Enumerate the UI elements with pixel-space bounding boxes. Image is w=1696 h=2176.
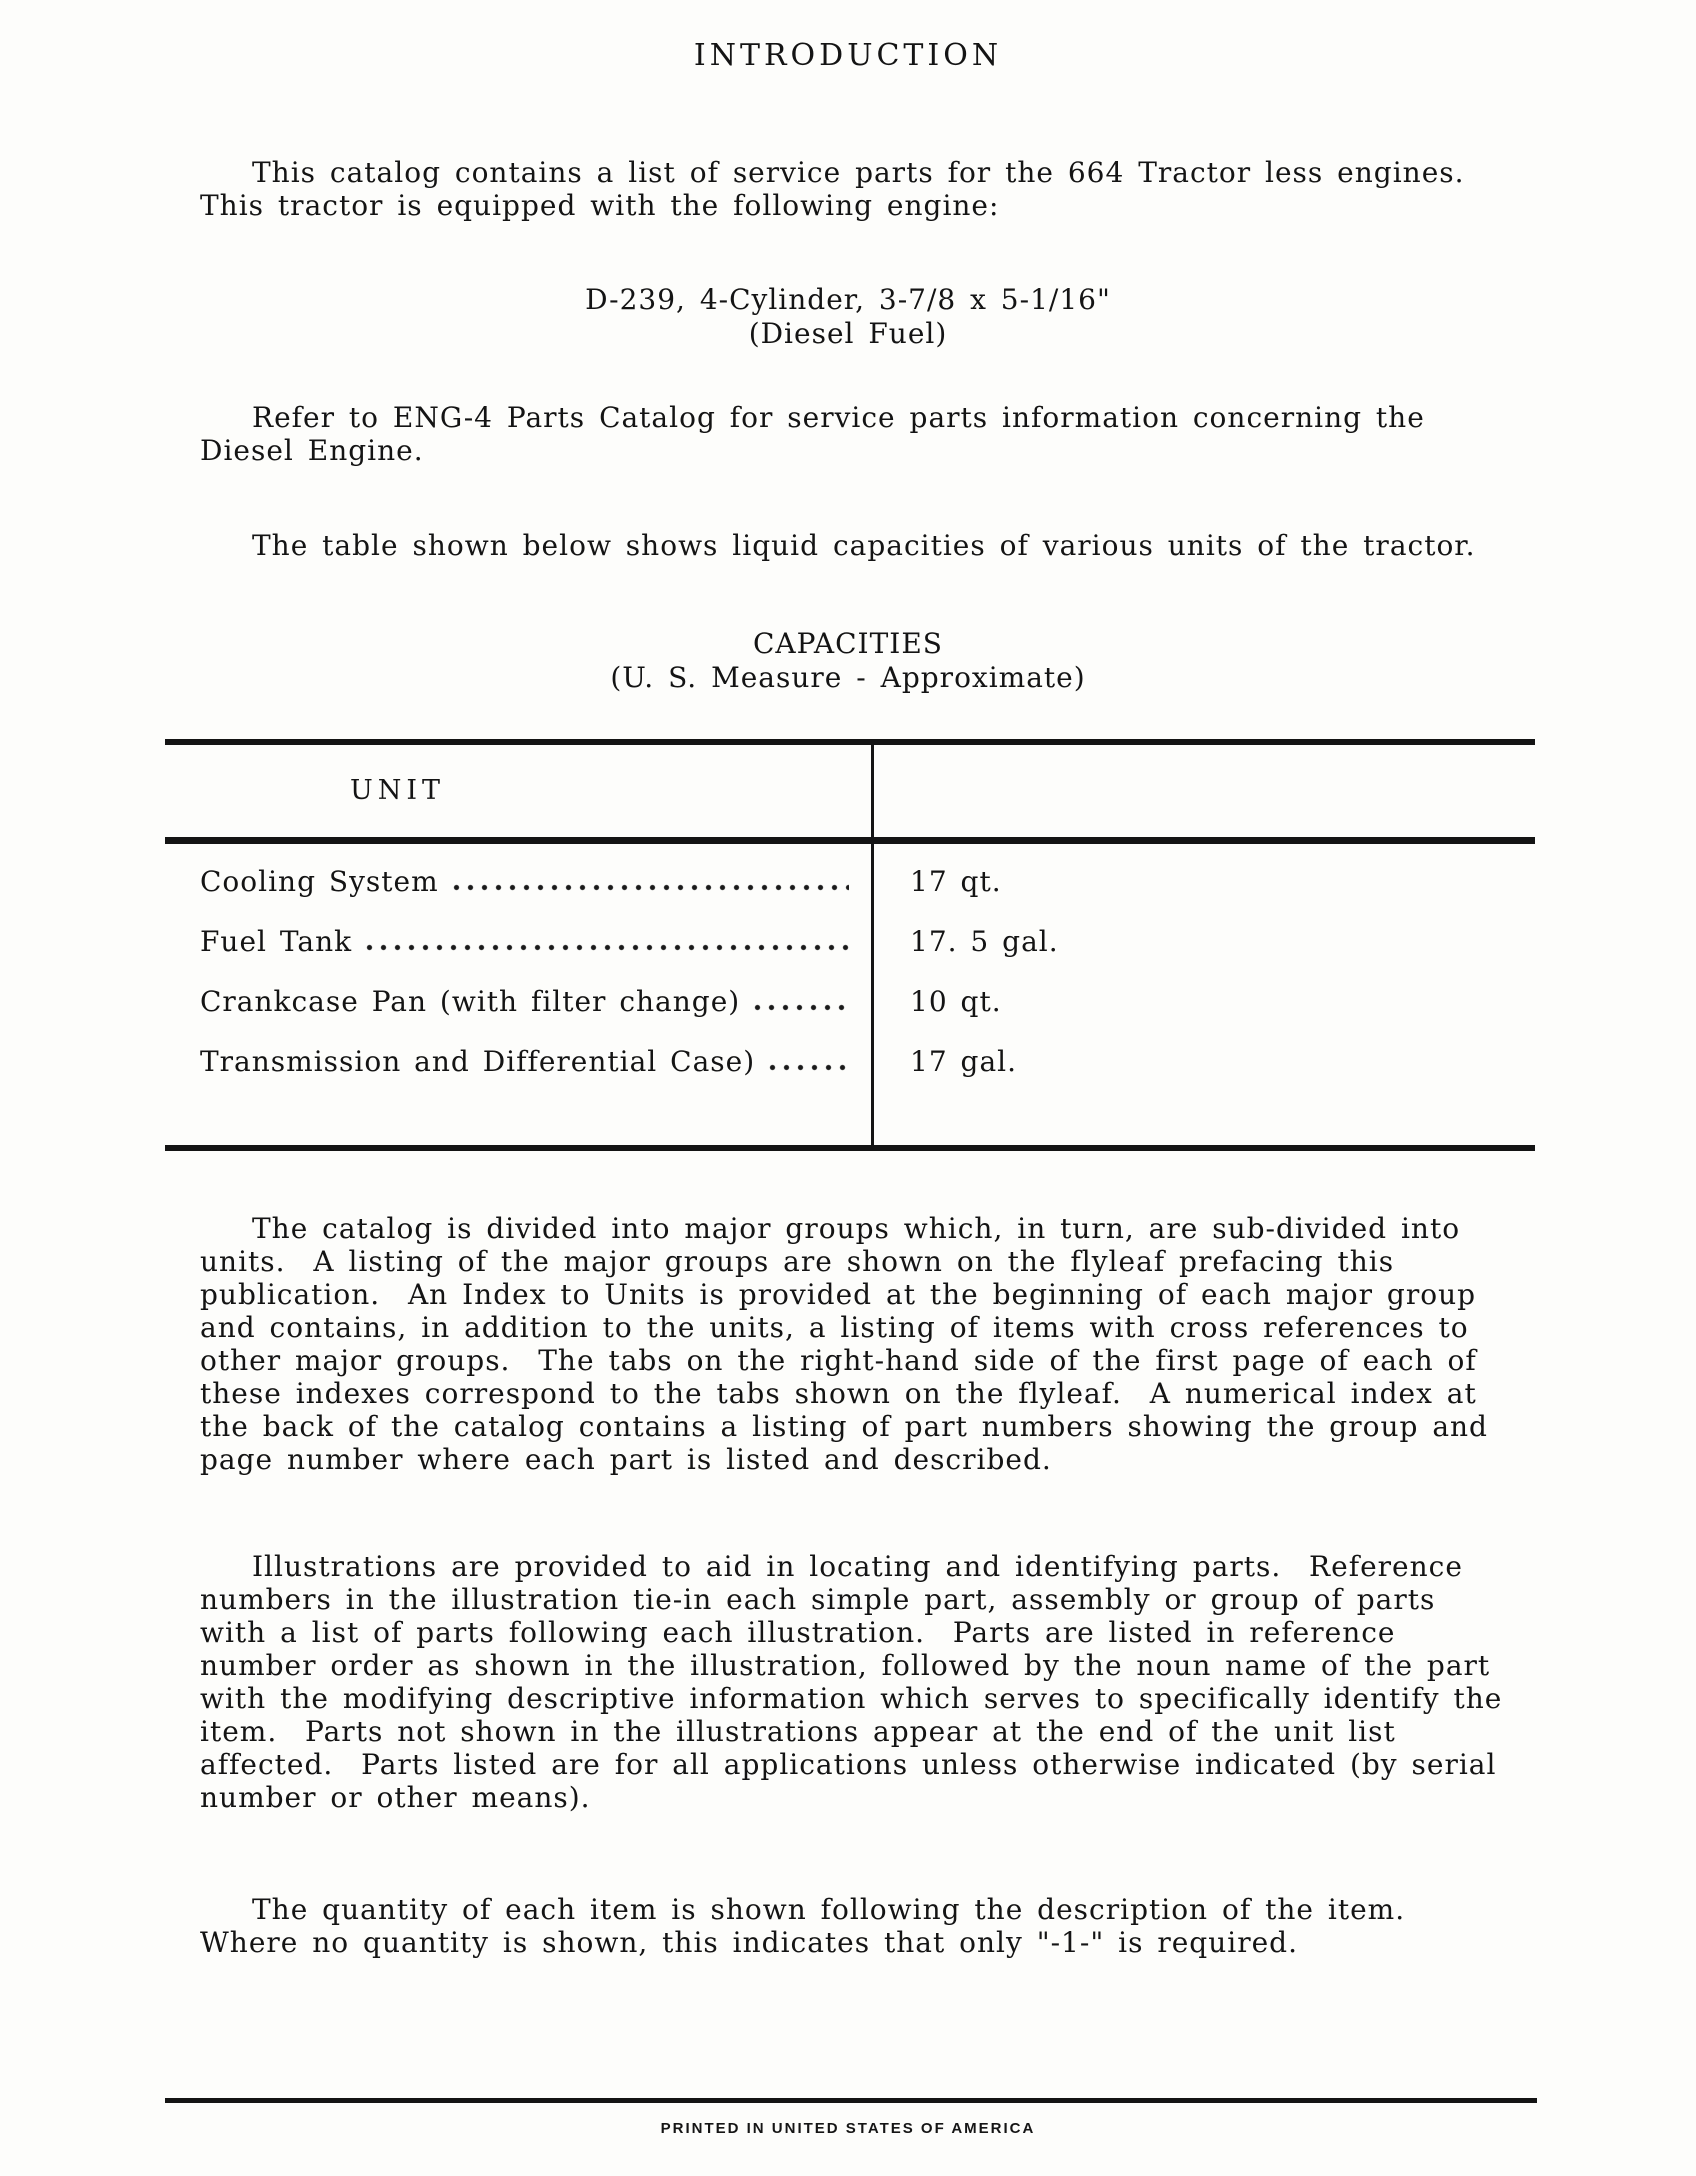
engine-spec-line2: (Diesel Fuel) [748,317,948,350]
engine-spec-line1: D-239, 4-Cylinder, 3-7/8 x 5-1/16" [585,283,1111,316]
paragraph-table-note: The table shown below shows liquid capacities of various units of the tractor. [252,529,1476,562]
paragraph-catalog-contents: This catalog contains a list of service parts for the 664 Tractor less engines. This tractor is equipped with the following engine: [200,156,1493,222]
table-bottom-rule [165,1145,1535,1151]
paragraph-illustrations: Illustrations are provided to aid in locating and identifying parts. Reference numbers in the illustration tie-in each simple part, assembly or group of parts with a list of parts following each illustration. Parts are listed in reference number order as shown in the illustration, followed by the noun name of the part with the modifying descriptive information which serves to specifically identify the item. Parts not shown in the illustrations appear at the end of the unit list affected. Parts listed are for all applications unless otherwise indicated (by serial number or other means). [200,1550,1517,1814]
table-header-unit: UNIT [350,775,446,806]
capacities-title: CAPACITIES [753,627,943,660]
unit-label: Cooling System [200,865,439,898]
table-body [165,844,1535,1145]
footer-rule [165,2098,1537,2103]
capacity-value: 17 gal. [910,1045,1018,1078]
table-column-divider [871,743,874,1147]
dot-leader [453,884,849,891]
capacity-value: 17. 5 gal. [910,925,1059,958]
dot-leader [769,1064,849,1071]
table-row [165,852,1535,912]
unit-label: Crankcase Pan (with filter change) [200,985,741,1018]
unit-label: Transmission and Differential Case) [200,1045,756,1078]
paragraph-catalog-structure: The catalog is divided into major groups which, in turn, are sub-divided into units. A listing of the major groups are shown on the flyleaf prefacing this publication. An Index to Units is provided at the beginning of each major group and contains, in addition to the units, a listing of items with cross references to other major groups. The tabs on the right-hand side of the first page of each of these indexes correspond to the tabs shown on the flyleaf. A numerical index at the back of the catalog contains a listing of part numbers showing the group and page number where each part is listed and described. [200,1212,1502,1476]
capacity-value: 10 qt. [910,985,1002,1018]
printed-in-usa-note: PRINTED IN UNITED STATES OF AMERICA [660,2120,1036,2137]
unit-label: Fuel Tank [200,925,353,958]
dot-leader [366,944,849,951]
page-title: INTRODUCTION [693,38,1003,73]
capacities-heading-block [0,627,1696,695]
table-row [165,912,1535,972]
capacity-value: 17 qt. [910,865,1002,898]
table-row [165,972,1535,1032]
paragraph-refer-eng4: Refer to ENG-4 Parts Catalog for service parts information concerning the Diesel Engine. [200,401,1439,467]
paragraph-quantity: The quantity of each item is shown following the description of the item. Where no quantity is shown, this indicates that only "-1-" is required. [200,1893,1433,1959]
dot-leader [754,1004,849,1011]
capacities-table [165,739,1535,1151]
table-row [165,1032,1535,1092]
capacities-subtitle: (U. S. Measure - Approximate) [610,661,1086,694]
table-header-rule [165,837,1535,844]
engine-spec-block [0,283,1696,351]
